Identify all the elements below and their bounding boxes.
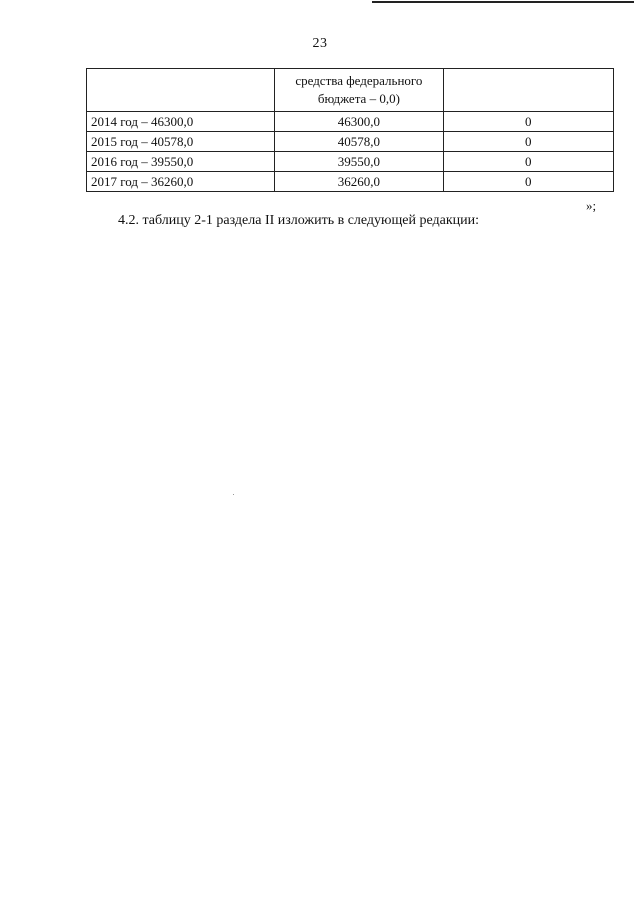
paragraph-text: 4.2. таблицу 2-1 раздела II изложить в следующей редакции: (118, 213, 480, 228)
scan-speck (233, 494, 234, 495)
header-cell-2-line2: бюджета – 0,0) (317, 91, 400, 106)
table-row (87, 132, 614, 152)
amount-cell: 36260,0 (275, 172, 443, 192)
other-cell: 0 (443, 152, 613, 172)
table-row (87, 152, 614, 172)
header-cell-2 (275, 69, 443, 112)
header-cell-3 (443, 69, 613, 112)
table-row (87, 112, 614, 132)
page-number: 23 (312, 36, 328, 51)
other-cell: 0 (443, 112, 613, 132)
amount-cell: 46300,0 (275, 112, 443, 132)
budget-table (86, 68, 614, 192)
header-cell-1 (87, 69, 275, 112)
table-header-row (87, 69, 614, 112)
year-cell: 2015 год – 40578,0 (87, 132, 275, 152)
top-rule (372, 1, 634, 3)
other-cell: 0 (443, 172, 613, 192)
amount-cell: 39550,0 (275, 152, 443, 172)
header-cell-2-line1: средства федерального (295, 73, 423, 88)
year-cell: 2016 год – 39550,0 (87, 152, 275, 172)
table-row (87, 172, 614, 192)
amount-cell: 40578,0 (275, 132, 443, 152)
year-cell: 2017 год – 36260,0 (87, 172, 275, 192)
closing-quote: »; (586, 198, 597, 213)
year-cell: 2014 год – 46300,0 (87, 112, 275, 132)
other-cell: 0 (443, 132, 613, 152)
